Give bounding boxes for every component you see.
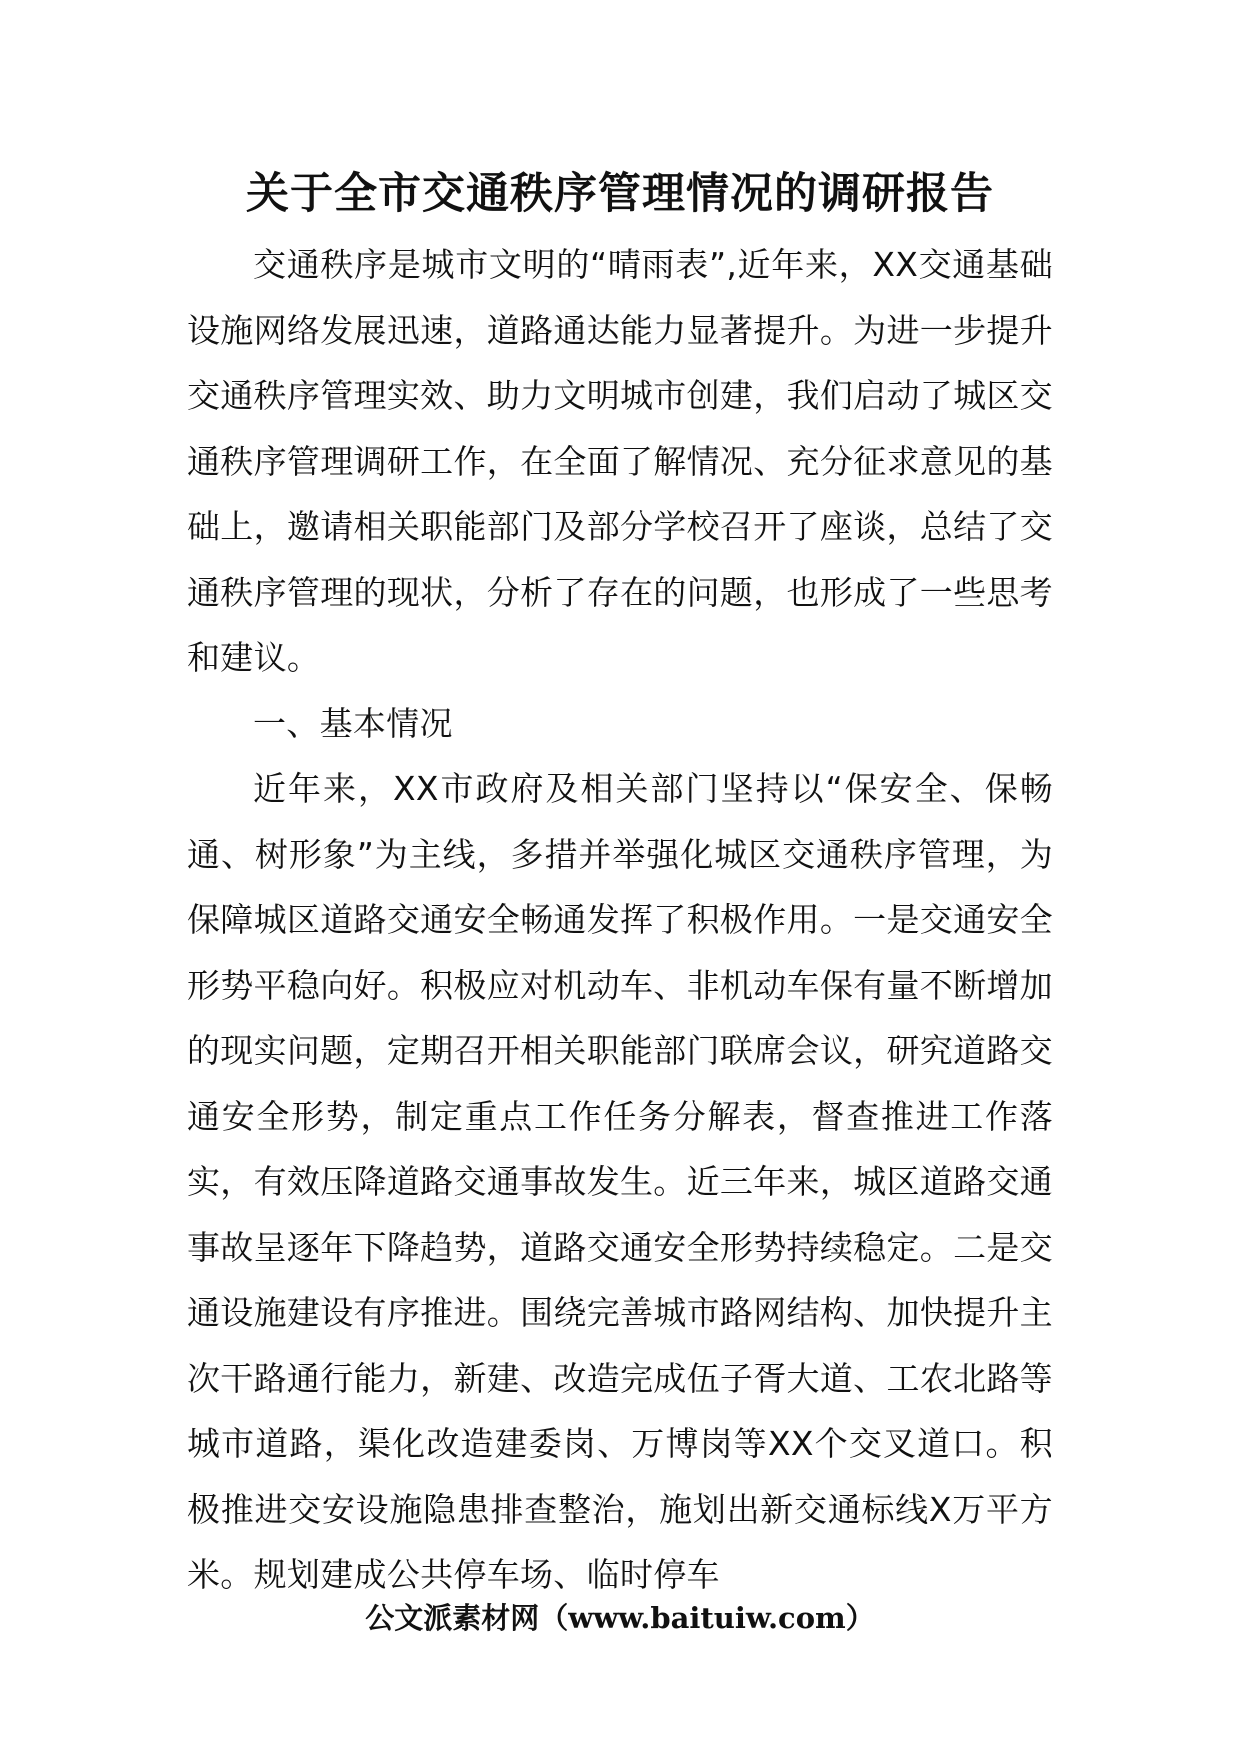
document-body (187, 232, 1053, 1608)
intro-paragraph: 交通秩序是城市文明的“晴雨表”,近年来，XX交通基础设施网络发展迅速，道路通达能力显著提升。为进一步提升交通秩序管理实效、助力文明城市创建，我们启动了城区交通秩序管理调研工作，在全面了解情况、充分征求意见的基础上，邀请相关职能部门及部分学校召开了座谈，总结了交通秩序管理的现状，分析了存在的问题，也形成了一些思考和建议。 (187, 245, 1053, 677)
document-title: 关于全市交通秩序管理情况的调研报告 (246, 169, 994, 219)
footer-watermark: 公文派素材网（www.baituiw.com） (365, 1601, 875, 1635)
basic-situation-paragraph: 近年来，XX市政府及相关部门坚持以“保安全、保畅通、树形象”为主线，多措并举强化城区交通秩序管理，为保障城区道路交通安全畅通发挥了积极作用。一是交通安全形势平稳向好。积极应对机动车、非机动车保有量不断增加的现实问题，定期召开相关职能部门联席会议，研究道路交通安全形势，制定重点工作任务分解表，督查推进工作落实，有效压降道路交通事故发生。近三年来，城区道路交通事故呈逐年下降趋势，道路交通安全形势持续稳定。二是交通设施建设有序推进。围绕完善城市路网结构、加快提升主次干路通行能力，新建、改造完成伍子胥大道、工农北路等城市道路，渠化改造建委岗、万博岗等XX个交叉道口。积极推进交安设施隐患排查整治，施划出新交通标线X万平方米。规划建成公共停车场、临时停车 (187, 769, 1053, 1594)
section-heading-basic-situation: 一、基本情况 (253, 703, 453, 743)
